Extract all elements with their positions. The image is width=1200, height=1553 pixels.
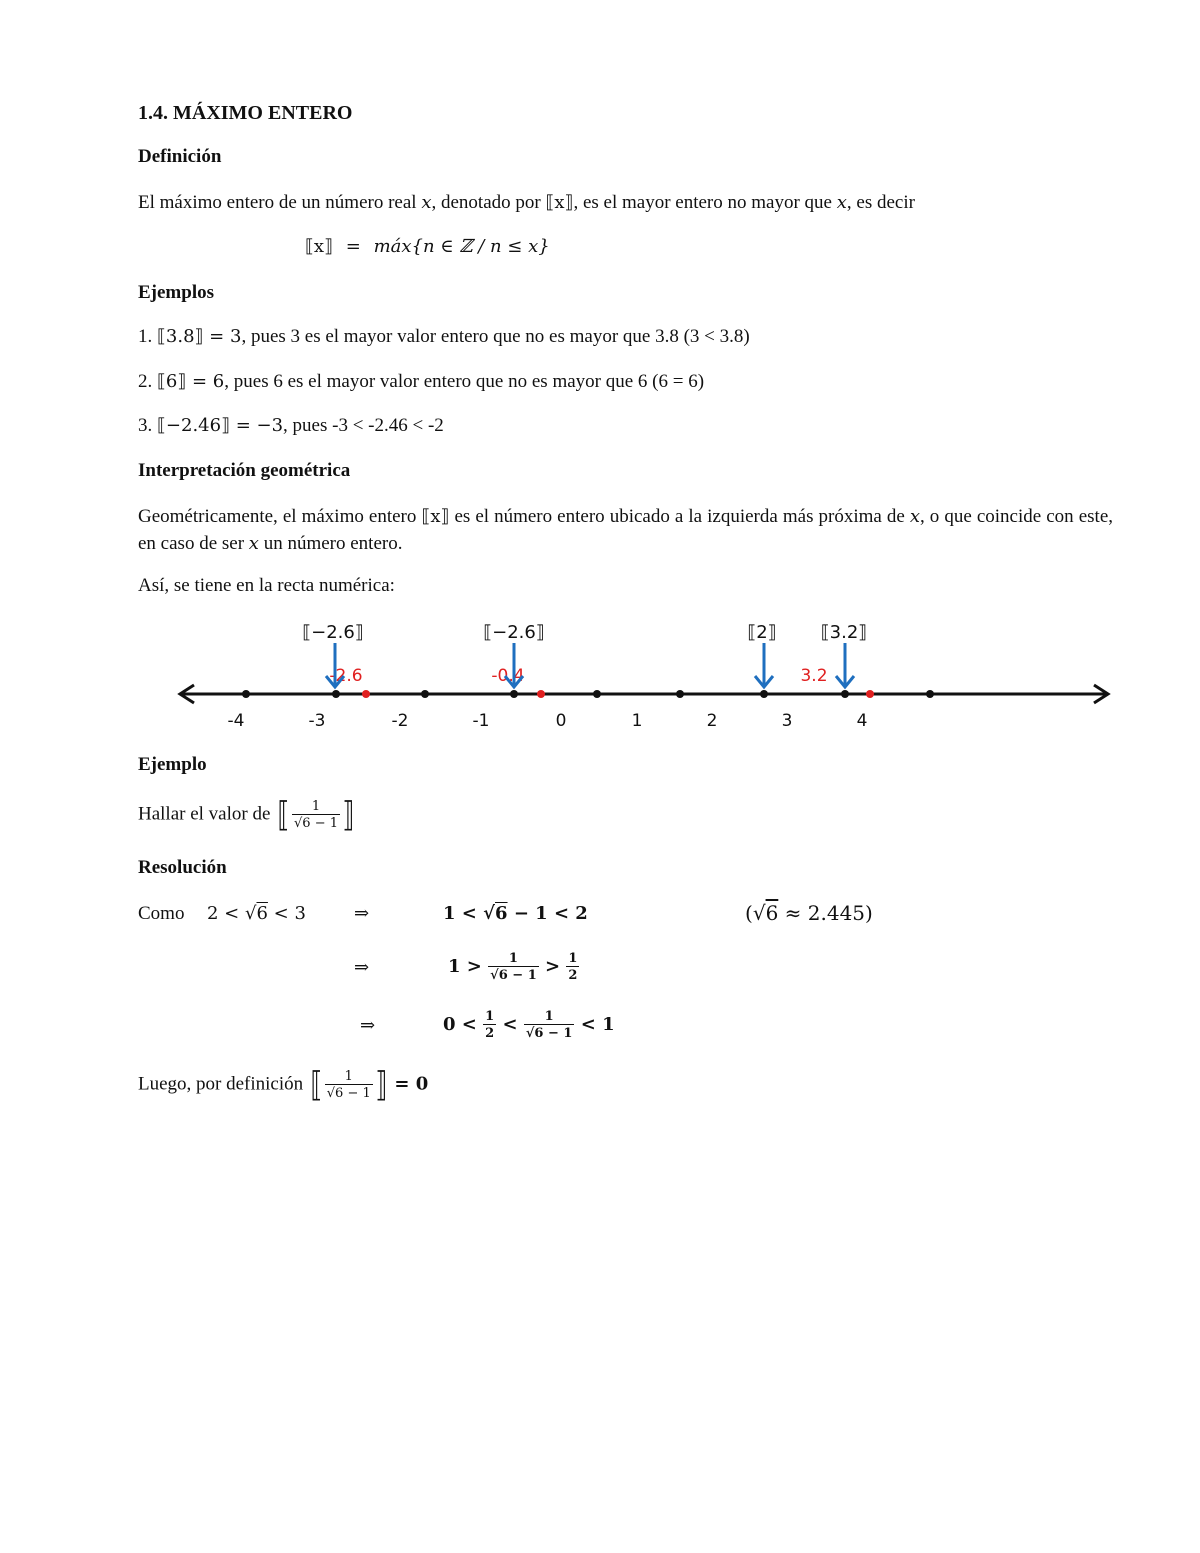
resolution-conclusion: Luego, por definición ⟦ $\frac{1}{√6 - 1}$ ⟧ = 0 (138, 1064, 429, 1105)
bracket-label-3: ⟦2⟧ (747, 622, 777, 643)
geometric-heading: Interpretación geométrica (138, 460, 351, 481)
resolution-approx: (√6 ≈ 2.445) (745, 901, 873, 925)
bracket-label-2: ⟦−2.6⟧ (483, 622, 545, 643)
number-line-diagram (0, 610, 1200, 735)
section-title: 1.4. MÁXIMO ENTERO (138, 102, 353, 124)
definition-text: El máximo entero de un número real x, denotado por ⟦x⟧, es el mayor entero no mayor que x, es decir (138, 192, 915, 213)
axis-dot (926, 690, 934, 698)
axis-dot (760, 690, 768, 698)
down-arrow-icon (836, 643, 854, 687)
example-item-2: 2. ⟦6⟧ = 6, pues 6 es el mayor valor entero que no es mayor que 6 (6 = 6) (138, 371, 705, 392)
bracket-label-4: ⟦3.2⟧ (820, 622, 868, 643)
tick-label: 3 (781, 711, 793, 731)
bracket-label-1: ⟦−2.6⟧ (302, 622, 364, 643)
down-arrow-icon (326, 643, 344, 687)
geometric-intro: Así, se tiene en la recta numérica: (138, 575, 395, 596)
red-label-3: 3.2 (800, 666, 828, 686)
example-item-1: 1. ⟦3.8⟧ = 3, pues 3 es el mayor valor entero que no es mayor que 3.8 (3 < 3.8) (138, 326, 750, 347)
red-label-1: -2.6 (329, 666, 363, 686)
down-arrow-icon (755, 643, 773, 687)
resolution-line1-ineq: 2 < √6 < 3 (207, 903, 306, 924)
red-point (537, 690, 545, 698)
examples-heading: Ejemplos (138, 282, 214, 303)
axis-dot (510, 690, 518, 698)
resolution-line1-result: 1 < √6 − 1 < 2 (443, 903, 588, 924)
example-fraction: $\frac{1}{√6 - 1}$ (294, 798, 338, 831)
axis-dot (593, 690, 601, 698)
red-label-2: -0.4 (491, 666, 525, 686)
tick-label: -4 (227, 711, 245, 731)
tick-label: 2 (706, 711, 718, 731)
resolution-como: Como (138, 903, 185, 924)
implies-arrow-3: ⇒ (360, 1015, 376, 1036)
down-arrow-icon (505, 643, 523, 687)
tick-label: -2 (391, 711, 409, 731)
axis-dot (421, 690, 429, 698)
resolution-line3: 0 < $\frac{1}{2}$ < $\frac{1}{√6 - 1}$ < 1 (443, 1009, 615, 1041)
definition-heading: Definición (138, 146, 222, 167)
red-point (362, 690, 370, 698)
example-heading: Ejemplo (138, 754, 207, 775)
tick-label: 0 (555, 711, 567, 731)
axis-dot (841, 690, 849, 698)
tick-label: -3 (308, 711, 326, 731)
tick-label: 4 (856, 711, 868, 731)
tick-label: 1 (631, 711, 643, 731)
red-point (866, 690, 874, 698)
implies-arrow-2: ⇒ (354, 957, 370, 978)
axis-dot (242, 690, 250, 698)
tick-label: -1 (472, 711, 490, 731)
example-item-3: 3. ⟦−2.46⟧ = −3, pues -3 < -2.46 < -2 (138, 415, 444, 436)
resolution-line2: 1 > $\frac{1}{√6 - 1}$ > $\frac{1}{2}$ (448, 951, 578, 983)
implies-arrow-1: ⇒ (354, 903, 370, 924)
definition-formula: ⟦x⟧ = máx{n ∈ ℤ / n ≤ x} (305, 236, 550, 257)
geometric-paragraph: Geométricamente, el máximo entero ⟦x⟧ es el número entero ubicado a la izquierda más próxima de x, o que coincide con este, en caso de ser x un número entero. (138, 506, 1114, 554)
axis-dot (332, 690, 340, 698)
example-statement: Hallar el valor de ⟦ $\frac{1}{√6 - 1}$ ⟧ (138, 794, 355, 835)
resolution-heading: Resolución (138, 857, 227, 878)
axis-dot (676, 690, 684, 698)
